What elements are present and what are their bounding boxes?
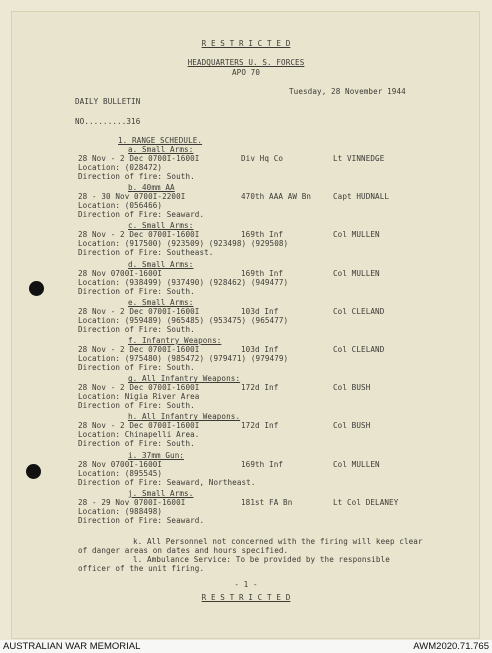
- entry-direction: Direction of Fire: South.: [78, 363, 195, 372]
- entry-subheading: a. Small Arms:: [128, 145, 194, 154]
- classification-bottom: R E S T R I C T E D: [201, 593, 291, 602]
- entry-unit: 103d Inf: [241, 306, 279, 316]
- punch-hole-bottom: [26, 464, 41, 479]
- punch-hole-top: [29, 281, 44, 296]
- note-k-line-2: of danger areas on dates and hours specified.: [78, 546, 289, 555]
- entry-dates: 28 Nov 0700I-1600I: [78, 459, 163, 469]
- note-l-line-2: officer of the unit firing.: [78, 564, 205, 573]
- entry-unit: 169th Inf: [241, 268, 284, 278]
- archive-reference: AWM2020.71.765: [413, 641, 489, 652]
- entry-officer: Col CLELAND: [333, 306, 385, 316]
- entry-officer: Col MULLEN: [333, 230, 380, 240]
- entry-subheading: j. Small Arms.: [128, 488, 194, 498]
- entry-location: Location: (959489) (965485) (953475) (965477): [78, 315, 289, 325]
- entry-subheading: i. 37mm Gun:: [128, 450, 185, 460]
- entry-dates: 28 Nov - 2 Dec 0700I-1600I: [78, 306, 200, 316]
- bulletin-date: Tuesday, 28 November 1944: [289, 87, 406, 96]
- entry-subheading: e. Small Arms:: [128, 297, 194, 307]
- entry-officer: Col BUSH: [333, 421, 371, 431]
- entry-officer: Col BUSH: [333, 383, 371, 393]
- headquarters-line: HEADQUARTERS U. S. FORCES: [187, 58, 305, 67]
- archive-caption-bar: [0, 640, 492, 653]
- entry-officer: Col MULLEN: [333, 459, 380, 469]
- entry-dates: 28 Nov - 2 Dec 0700I-1600I: [78, 383, 200, 393]
- archive-name: AUSTRALIAN WAR MEMORIAL: [3, 641, 141, 652]
- entry-unit: 103d Inf: [241, 345, 279, 354]
- entry-direction: Direction of Fire: South.: [78, 324, 195, 334]
- entry-dates: 28 - 29 Nov 0700I-1600I: [78, 497, 186, 507]
- entry-location: Location: (975480) (985472) (979471) (979479): [78, 354, 289, 363]
- entry-unit: 470th AAA AW Bn: [241, 192, 312, 202]
- entry-location: Location: Chinapelli Area.: [78, 430, 200, 440]
- entry-location: Location: (938499) (937490) (928462) (949477): [78, 277, 289, 287]
- entry-location: Location: (056466): [78, 201, 163, 211]
- entry-dates: 28 Nov - 2 Dec 0700I-1600I: [78, 345, 200, 354]
- entry-direction: Direction of Fire: Seaward.: [78, 515, 205, 525]
- entry-subheading: h. All Infantry Weapons.: [128, 412, 241, 422]
- bulletin-title: DAILY BULLETIN: [75, 97, 141, 106]
- note-k-line-1: k. All Personnel not concerned with the firing will keep clear: [133, 537, 423, 546]
- entry-location: Location: (988498): [78, 506, 163, 516]
- entry-location: Location: Nigia River Area: [78, 392, 200, 402]
- entry-unit: Div Hq Co: [241, 154, 284, 163]
- entry-officer: Col CLELAND: [333, 345, 385, 354]
- entry-dates: 28 Nov - 2 Dec 0700I-1600I: [78, 230, 200, 240]
- entry-dates: 28 Nov - 2 Dec 0700I-1600I: [78, 421, 200, 431]
- entry-unit: 169th Inf: [241, 230, 284, 240]
- entry-subheading: b. 40mm AA: [128, 183, 175, 193]
- note-l-line-1: l. Ambulance Service: To be provided by the responsible: [133, 555, 390, 564]
- entry-dates: 28 - 30 Nov 0700I-2200I: [78, 192, 186, 202]
- section-title: 1. RANGE SCHEDULE.: [118, 136, 203, 145]
- entry-direction: Direction of Fire: South.: [78, 439, 195, 449]
- entry-direction: Direction of fire: South.: [78, 172, 195, 181]
- entry-location: Location: (028472): [78, 163, 163, 172]
- bulletin-number: NO.........316: [75, 117, 141, 126]
- entry-subheading: d. Small Arms:: [128, 259, 194, 269]
- entry-direction: Direction of Fire: South.: [78, 401, 195, 411]
- entry-direction: Direction of Fire: Southeast.: [78, 248, 214, 258]
- entry-unit: 181st FA Bn: [241, 497, 293, 507]
- entry-location: Location: (917500) (923509) (923498) (929508): [78, 239, 289, 249]
- entry-direction: Direction of Fire: Seaward.: [78, 210, 205, 220]
- entry-subheading: c. Small Arms:: [128, 221, 194, 231]
- classification-top: R E S T R I C T E D: [201, 39, 291, 48]
- entry-officer: Capt HUDNALL: [333, 192, 390, 202]
- entry-location: Location: (895545): [78, 468, 163, 478]
- entry-direction: Direction of Fire: South.: [78, 286, 195, 296]
- entry-officer: Lt Col DELANEY: [333, 497, 399, 507]
- entry-subheading: f. Infantry Weapons:: [128, 336, 222, 345]
- entry-officer: Lt VINNEDGE: [333, 154, 385, 163]
- entry-subheading: g. All Infantry Weapons:: [128, 374, 241, 384]
- entry-dates: 28 Nov - 2 Dec 0700I-1600I: [78, 154, 200, 163]
- apo-line: APO 70: [231, 68, 261, 77]
- entry-unit: 169th Inf: [241, 459, 284, 469]
- entry-unit: 172d Inf: [241, 383, 279, 393]
- entry-direction: Direction of Fire: Seaward, Northeast.: [78, 477, 256, 487]
- page-number: - 1 -: [234, 580, 258, 589]
- entry-unit: 172d Inf: [241, 421, 279, 431]
- entry-dates: 28 Nov 0700I-1600I: [78, 268, 163, 278]
- entry-officer: Col MULLEN: [333, 268, 380, 278]
